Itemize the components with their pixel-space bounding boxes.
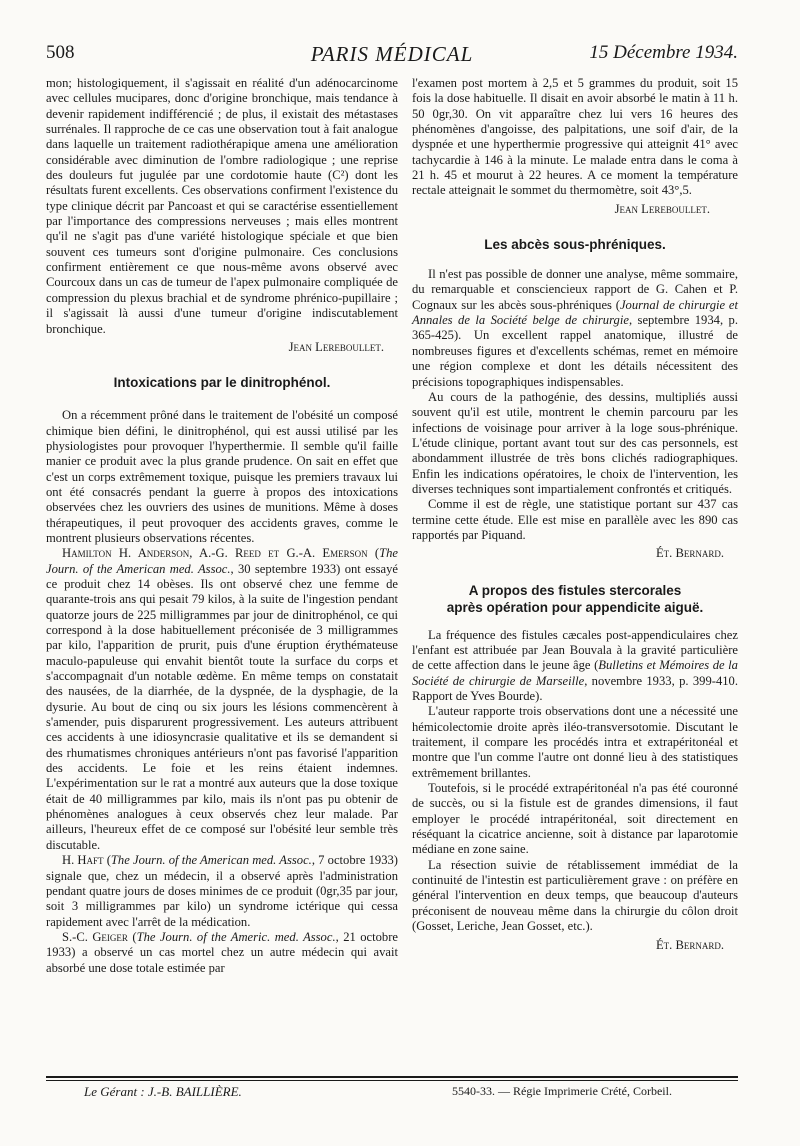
signature: Jean Lereboullet.	[288, 339, 384, 354]
page-header	[46, 42, 738, 72]
journal-title: PARIS MÉDICAL	[310, 42, 474, 66]
signature: Ét. Bernard.	[655, 937, 724, 952]
author-names: Hamilton H. Anderson, A.-G. Reed et G.-A. Emerson	[62, 546, 368, 561]
journal-citation: Journal de chirurgie et Annales de la Société belge de chirurgie	[412, 297, 738, 328]
footer-manager	[84, 1084, 242, 1100]
footer-text: Le Gérant : J.-B. BAILLIÈRE.	[84, 1084, 242, 1099]
footer-rule	[46, 1080, 738, 1081]
paragraph: mon; histologiquement, il s'agissait en réalité d'un adénocarcinome avec cellules mucipares, donc d'origine bronchique, mais tendance à devenir rapidement indifférencié ; de plus, il existait des métastases surrénales. Il rapproche de ce cas une observation tout à fait analogue dans laquelle un traitement radiothérapique amena une amélioration considérable avec diminution de l'ombre radiologique ; une reprise des douleurs fut jugulée par une cordotomie haute (C²) dont les résultats furent excellents. Ces observations confirment l'existence du type clinique décrit par Pancoast et qui se caractérise essentiellement par l'importance des compressions nerveuses ; mais elles montrent qu'il ne s'agit pas d'une variété histologique spéciale et que bien souvent ces tumeurs sont d'origine pulmonaire. Ces conclusions confirment entièrement ce que nous-même avons observé avec Courcoux dans un cas de tumeur de l'apex pulmonaire compliquée de compression du plexus brachial et de syndrome phrénico-pupillaire ; il s'agissait là aussi d'une tumeur d'origine indiscutablement bronchique.	[46, 76, 398, 336]
journal-citation: The Journ. of the American med. Assoc.	[46, 546, 398, 576]
paragraph-text: , 21 octobre 1933) a observé un cas mortel chez un autre médecin qui avait absorbé une dose totale estimée par	[46, 929, 399, 975]
paragraph: On a récemment prôné dans le traitement de l'obésité un composé chimique bien défini, le dinitrophénol, qui est aussi utilisé par les physiologistes pour provoquer l'hyperthermie. Il semble qu'il faille manier ce produit avec la plus grande prudence. On sait en effet que c'est un corps extrêmement toxique, puisque les premiers travaux lui ont été consacrés pendant la guerre à propos des intoxications observées chez les ouvriers des usines de munitions. Même à doses thérapeutiques, il peut provoquer des accidents graves, comme le montrent plusieurs observations récentes.	[46, 408, 398, 545]
journal-citation: The Journ. of the American med. Assoc.	[110, 853, 312, 868]
paragraph: La résection suivie de rétablissement immédiat de la continuité de l'intestin est particulièrement grave : on préfère en général l'intervention en deux temps, que beaucoup d'auteurs préconisent de nouveau même dans la chirurgie du côlon droit (Gosset, Leriche, Jean Gosset, etc.).	[412, 857, 738, 934]
page-number: 508	[46, 42, 75, 63]
footer-printer: 5540-33. — Régie Imprimerie Crété, Corbeil.	[452, 1084, 672, 1098]
paragraph	[412, 267, 738, 390]
paragraph: S.-C. Geiger (The Journ. of the Americ. med. Assoc., 21 octobre 1933) a observé un cas mortel chez un autre médecin qui avait absorbé une dose totale estimée par	[46, 929, 399, 975]
issue-date: 15 Décembre 1934.	[589, 42, 738, 63]
section-title-fistules	[412, 582, 738, 616]
paragraph: H. Haft (The Journ. of the American med. Assoc., 7 octobre 1933) signale que, chez un médecin, il a observé après l'administration pendant quatre jours de doses minimes de ce produit (0gr,35 par jour, soit 3 milligrammes par kilo) un syndrome ictérique qui cessa rapidement avec l'arrêt de la médication.	[46, 853, 398, 929]
author-names: H. Haft	[62, 853, 104, 868]
journal-citation: The Journ. of the Americ. med. Assoc.	[136, 929, 336, 944]
paragraph: Hamilton H. Anderson, A.-G. Reed et G.-A. Emerson (The Journ. of the American med. Assoc., 30 septembre 1933) ont essayé ce produit chez 14 obèses. Ils ont observé chez une femme de quarante-trois ans qui pesait 79 kilos, à la suite de l'ingestion pendant quatorze jours de 225 milligrammes par jour de dinitrophénol, ce qui correspond à la dose habituellement préconisée de 3 milligrammes par kilo, l'apparition de prurit, puis d'une éruption érythémateuse maculo-papuleuse qui envahit bientôt toute la surface du corps et s'accompagnait d'un notable œdème. En même temps on constatait des nausées, de la diarrhée, de la dyspnée, de la dysphagie, de la dysurie. Au bout de cinq ou six jours les lésions commencèrent à s'amender, puis disparurent progressivement. Les auteurs attribuent ces accidents à une idiosyncrasie qualitative et ils se demandent si des rhumatismes chroniques antérieurs n'ont pas favorisé l'apparition des accidents. Le foie et les reins étaient indemnes. L'expérimentation sur le rat a montré aux auteurs que la dose toxique était de 40 milligrammes par kilo, mais ils n'ont pas pu obtenir de phénomènes analogues à ceux observés chez leur malade. Par ailleurs, l'heureux effet de ce composé sur l'obésité leur semble très discutable.	[46, 546, 398, 852]
paragraph: Au cours de la pathogénie, des dessins, multipliés aussi souvent qu'il est utile, montrent le chemin parcouru par les infections de voisinage pour arriver à la loge sous-phrénique. L'étude clinique, portant avant tout sur des cas personnels, est abondamment illustrée de très bons clichés radiographiques. Enfin les indications opératoires, le choix de l'intervention, les diverses techniques sont impartialement confrontés et critiqués.	[412, 389, 738, 496]
left-column	[46, 76, 398, 976]
title-line: après opération pour appendicite aiguë.	[446, 599, 704, 615]
signature: Jean Lereboullet.	[614, 201, 710, 216]
paragraph-text: , septembre 1934, p. 365-425). Un excellent rappel anatomique, illustré de nombreuses figures et d'excellents schémas, remet en mémoire une région complexe et dont les détails nécessitent des précisions topographiques indispensables.	[412, 313, 738, 389]
paragraph-text: , novembre 1933, p. 399-410. Rapport de Yves Bourde).	[412, 673, 738, 703]
signature: Ét. Bernard.	[655, 546, 724, 561]
journal-citation: Bulletins et Mémoires de la Société de chirurgie de Marseille	[412, 658, 738, 688]
paragraph: L'auteur rapporte trois observations dont une a nécessité une hémicolectomie droite après iléo-transversotomie. Discutant le traitement, il compare les procédés intra et extrapéritonéal et montre que l'un comme l'autre ont donné lieu à des statistiques extrêmement brillantes.	[412, 704, 738, 780]
paragraph-text: , 7 octobre 1933) signale que, chez un médecin, il a observé après l'administration pendant quatre jours de doses minimes de ce produit (0gr,35 par jour, soit 3 milligrammes par kilo) un syndrome ictérique qui cessa rapidement avec l'arrêt de la médication.	[46, 853, 398, 929]
footer-rule	[46, 1076, 738, 1078]
paragraph-text: La fréquence des fistules cæcales post-appendiculaires chez l'enfant est attribuée par Jean Bouvala à la gravité particulière de cette affection dans le jeune âge (	[412, 627, 738, 673]
paragraph: Toutefois, si le procédé extrapéritonéal n'a pas été couronné de succès, ou si la fistule est de grandes dimensions, il faut employer le procédé intrapéritonéal, soit directement en réséquant la cicatrice ancienne, soit à distance par laparotomie médiane en zone saine.	[412, 781, 738, 857]
paragraph: Comme il est de règle, une statistique portant sur 437 cas termine cette étude. Elle est mise en parallèle avec les 890 cas rapportés par Piquand.	[412, 497, 738, 542]
section-title-dinitrophenol: Intoxications par le dinitrophénol.	[113, 375, 331, 391]
right-column	[412, 76, 738, 953]
author-names: S.-C. Geiger	[62, 929, 128, 944]
paragraph	[412, 628, 738, 705]
paragraph-text: Il n'est pas possible de donner une analyse, même sommaire, du remarquable et consciencieux rapport de G. Cahen et P. Cognaux sur les abcès sous-phréniques (	[412, 267, 738, 312]
paragraph-text: , 30 septembre 1933) ont essayé ce produit chez 14 obèses. Ils ont observé chez une femme de quarante-trois ans qui pesait 79 kilos, à la suite de l'ingestion pendant quatorze jours de 225 milligrammes par jour de dinitrophénol, ce qui correspond à la dose habituellement préconisée de 3 milligrammes par kilo, l'apparition de prurit, puis d'une éruption érythémateuse maculo-papuleuse qui envahit bientôt toute la surface du corps et s'accompagnait d'un notable œdème. En même temps on constatait des nausées, de la diarrhée, de la dyspnée, de la dysphagie, de la dysurie. Au bout de cinq ou six jours les lésions commencèrent à s'amender, puis disparurent progressivement. Les auteurs attribuent ces accidents à une idiosyncrasie qualitative et ils se demandent si des rhumatismes chroniques antérieurs n'ont pas favorisé l'apparition des accidents. Le foie et les reins étaient indemnes. L'expérimentation sur le rat a montré aux auteurs que la dose toxique était de 40 milligrammes par kilo, mais ils n'ont pas pu obtenir de phénomènes analogues à ceux observés chez leur malade. Par ailleurs, l'heureux effet de ce composé sur l'obésité leur semble très discutable.	[46, 561, 398, 852]
section-title-abces: Les abcès sous-phréniques.	[484, 237, 666, 253]
title-line: A propos des fistules stercorales	[468, 582, 682, 598]
paragraph: l'examen post mortem à 2,5 et 5 grammes du produit, soit 15 fois la dose habituelle. Il disait en avoir absorbé le matin à 11 h. 50 0gr,30. On vit apparaître chez lui vers 16 heures des phénomènes d'angoisse, des palpitations, une soif d'air, de la dyspnée et une hyperthermie progressive qui atteignit 41° avec tachycardie à 146 à la minute. Le malade entra dans le coma à 21 h. 45 et mourut à 22 heures. A ce moment la température rectale atteignait le sommet du thermomètre, soit 43°,5.	[412, 76, 738, 198]
